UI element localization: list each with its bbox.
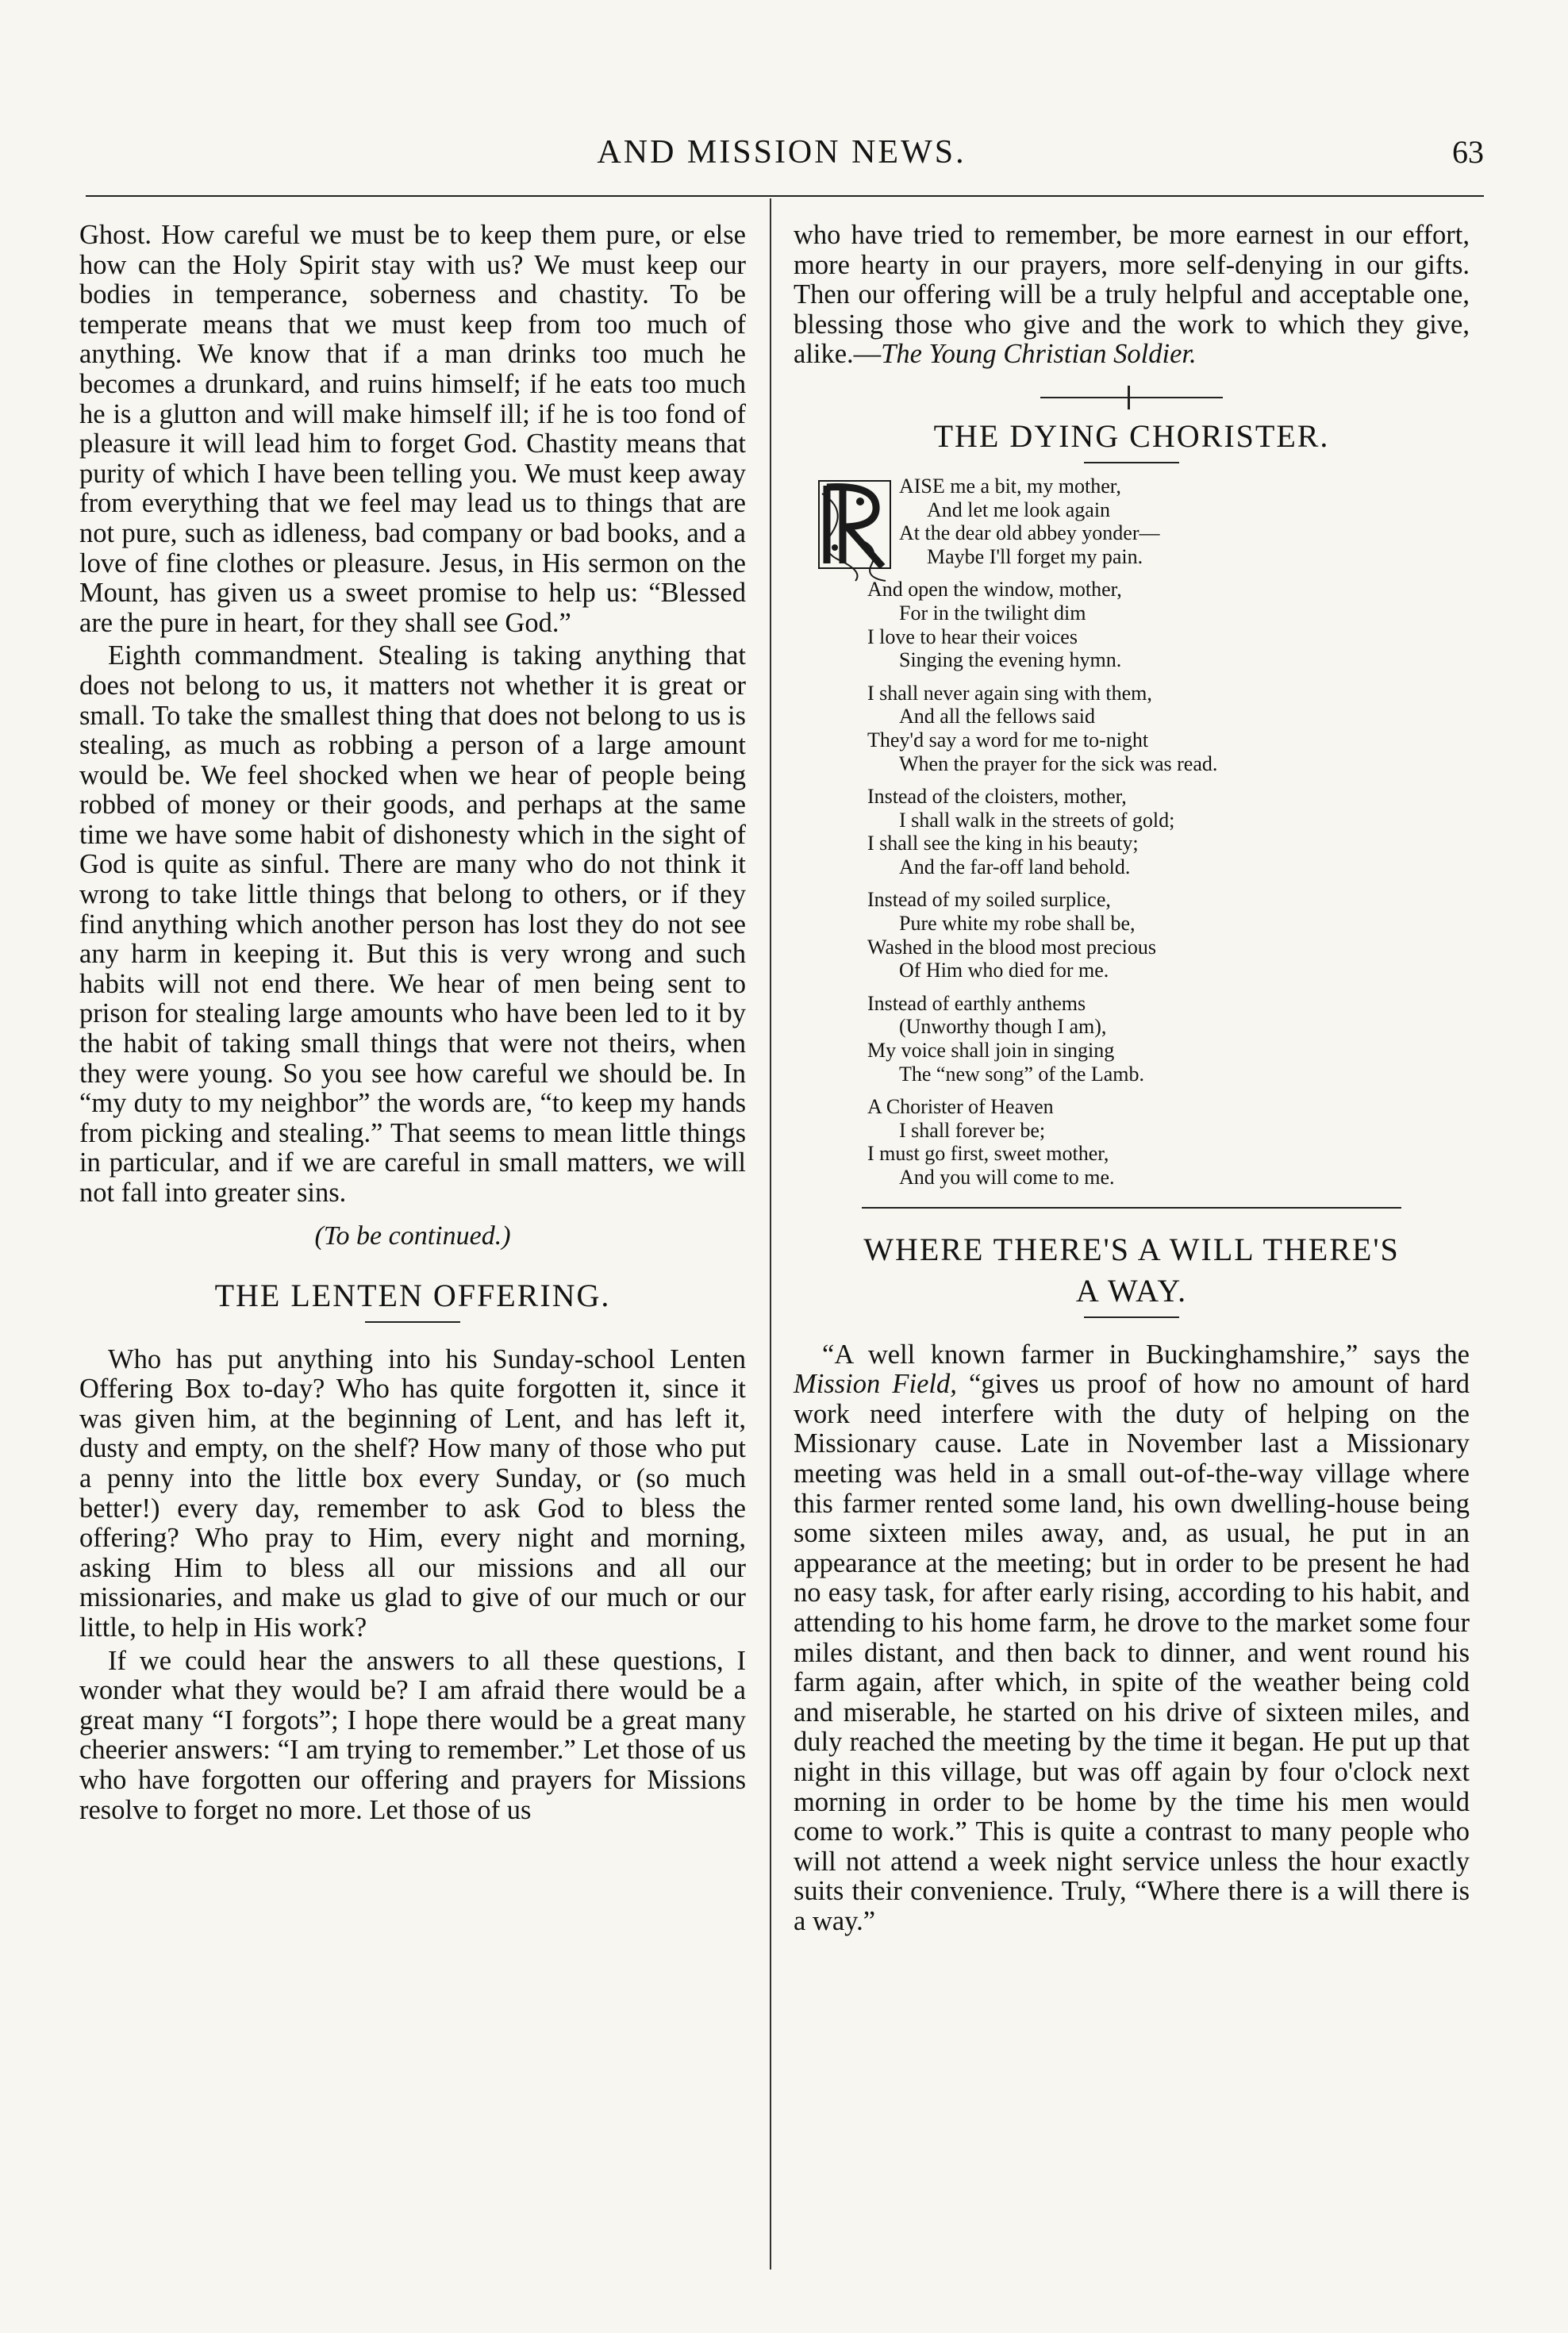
poem-line: Washed in the blood most precious [867, 935, 1157, 959]
page-number: 63 [1452, 134, 1484, 170]
poem-line: Instead of earthly anthems [867, 991, 1086, 1015]
to-be-continued: (To be continued.) [314, 1220, 511, 1251]
poem-line: I love to hear their voices [867, 625, 1078, 648]
poem [800, 475, 1470, 1190]
column-divider [770, 198, 771, 2270]
article-paragraph [794, 1340, 1470, 1937]
poem-line: At the dear old abbey yonder— [899, 521, 1160, 545]
poem-stanza [800, 682, 1470, 775]
poem-line: Singing the evening hymn. [899, 648, 1122, 672]
will-way-title-line-2: A WAY. [1075, 1272, 1188, 1309]
poem-line: I shall forever be; [899, 1118, 1046, 1142]
poem-line: (Unworthy though I am), [899, 1015, 1107, 1039]
poem-line: They'd say a word for me to-night [867, 728, 1149, 751]
article-paragraph: Ghost. How careful we must be to keep them pure, or else how can the Holy Spirit stay with us? We must keep our bodies in temperance, soberness and chastity. To be temperate means that we must keep from too much of anything. We know that if a man drinks too much he becomes a drunkard, and ruins himself; if he eats too much he is a glutton and will make himself ill; if he is too fond of pleasure it will lead him to forget God. Chastity means that purity of which I have been telling you. We must keep away from everything that we feel may lead us to things that are not pure, such as idleness, bad company or bad books, and a love of fine clothes or pleasure. Jesus, in His sermon on the Mount, has given us a sweet promise to help us: “Blessed are the pure in heart, for they shall see God.” [79, 220, 746, 638]
poem-line: Instead of the cloisters, mother, [867, 785, 1127, 809]
poem-line: I shall walk in the streets of gold; [899, 808, 1175, 832]
poem-line: Instead of my soiled surplice, [867, 888, 1111, 912]
poem-stanza [800, 785, 1470, 878]
header-rule [86, 195, 1484, 197]
poem-stanza [800, 888, 1470, 982]
lenten-offering-title: THE LENTEN OFFERING. [214, 1277, 611, 1313]
title-rule [1084, 462, 1179, 463]
article-paragraph: If we could hear the answers to all these questions, I wonder what they would be? I am afraid there would be a great many “I forgots”; I hope there would be a great many cheerier answers: “I am trying to remember.” Let those of us who have forgotten our offering and prayers for Missions resolve to forget no more. Let those of us [79, 1645, 746, 1825]
lenten-source: The Young Christian Soldier. [881, 339, 1197, 370]
poem-line: The “new song” of the Lamb. [899, 1062, 1145, 1086]
poem-line: And the far-off land behold. [899, 855, 1131, 878]
poem-line: And let me look again [927, 498, 1111, 521]
article-paragraph [794, 221, 1470, 370]
poem-line: For in the twilight dim [899, 601, 1086, 625]
poem-line: I shall see the king in his beauty; [867, 832, 1139, 855]
decorated-initial-r-icon [816, 478, 894, 585]
poem-line: Maybe I'll forget my pain. [927, 544, 1143, 568]
poem-line: Of Him who died for me. [899, 959, 1109, 982]
left-column [79, 221, 746, 1825]
article-paragraph: Eighth commandment. Stealing is taking anything that does not belong to us, it matters not whether it is great or small. To take the smallest thing that does not belong to us is stealing, as much as robbing a person of a large amount would be. We feel shocked when we hear of people being robbed of money or their goods, and perhaps at the same time we have some habit of dishonesty which in the sight of God is quite as sinful. There are many who do not think it wrong to take little things that belong to others, or if they find anything which another person has lost they do not see any harm in keeping it. But this is very wrong and such habits will not end there. We hear of men being sent to prison for stealing large amounts who have been led to it by the habit of taking small things that were not theirs, when they were young. So you see how careful we should be. In “my duty to my neighbor” the words are, “to keep my hands from picking and stealing.” That seems to mean little things in particular, and if we are careful in small matters, we will not fall into greater sins. [79, 640, 746, 1208]
mission-field-citation: Mission Field, [794, 1369, 957, 1400]
poem-line: A Chorister of Heaven [867, 1095, 1054, 1119]
dying-chorister-title: THE DYING CHORISTER. [933, 417, 1330, 454]
poem-line: And open the window, mother, [867, 578, 1122, 602]
poem-line: I must go first, sweet mother, [867, 1142, 1109, 1166]
will-way-text-open: “A well known farmer in Buckinghamshire,” says the [822, 1339, 1470, 1370]
will-way-title-line-1: WHERE THERE'S A WILL THERE'S [863, 1231, 1400, 1267]
poem-stanza [800, 1095, 1470, 1189]
title-rule [365, 1321, 460, 1323]
poem-line: Pure white my robe shall be, [899, 912, 1136, 936]
poem-line: My voice shall join in singing [867, 1039, 1115, 1063]
running-head-title: AND MISSION NEWS. [597, 134, 967, 171]
poem-line: And you will come to me. [899, 1166, 1115, 1189]
lenten-continued-text: who have tried to remember, be more earnest in our effort, more hearty in our prayers, more self-denying in our gifts. Then our offering will be a truly helpful and acceptable one, blessing those who give and the work to which they give, alike.— [794, 220, 1470, 370]
running-header [87, 133, 1484, 181]
will-way-text-rest: “gives us proof of how no amount of hard work need interfere with the duty of helping on the Missionary cause. Late in November last a Missionary meeting was held in a small out-of-the-way village where this farmer rented some land, his own dwelling-house being some sixteen miles away, and, as usual, he put in an appearance at the meeting; but in order to be present he had no easy task, for after early rising, according to his habit, and attending to his home farm, he drove to the market some four miles distant, and then back to dinner, and went round his farm again, after which, in spite of the weather being cold and miserable, he started on his drive of sixteen miles, and duly reached the meeting by the time it began. He put up that night in this village, but was off again by four o'clock next morning in order to be home by the time his men would come to work.” This is quite a contrast to many people who will not attend a week night service unless the hour exactly suits their convenience. Truly, “Where there is a will there is a way.” [794, 1369, 1470, 1936]
poem-line: I shall never again sing with them, [867, 681, 1152, 705]
poem-line: When the prayer for the sick was read. [899, 751, 1218, 775]
poem-stanza [800, 578, 1470, 671]
article-paragraph: Who has put anything into his Sunday-school Lenten Offering Box to-day? Who has quite forgotten it, since it was given him, at the beginning of Lent, and has left it, dusty and empty, on the shelf? How many of those who put a penny into the little box every Sunday, or (so much better!) every day, remember to ask God to bless the offering? Who pray to Him, every night and morning, asking Him to bless all our missions and all our missionaries, and make us glad to give of our much or our little, to help in His work? [79, 1343, 746, 1643]
poem-line: AISE me a bit, my mother, [899, 474, 1121, 498]
section-rule [862, 1207, 1401, 1209]
poem-line: And all the fellows said [899, 705, 1095, 728]
title-rule [1084, 1316, 1179, 1318]
poem-stanza [800, 992, 1470, 1086]
ornamental-rule [1040, 397, 1223, 398]
right-column [794, 221, 1470, 1936]
poem-stanza [800, 475, 1470, 568]
